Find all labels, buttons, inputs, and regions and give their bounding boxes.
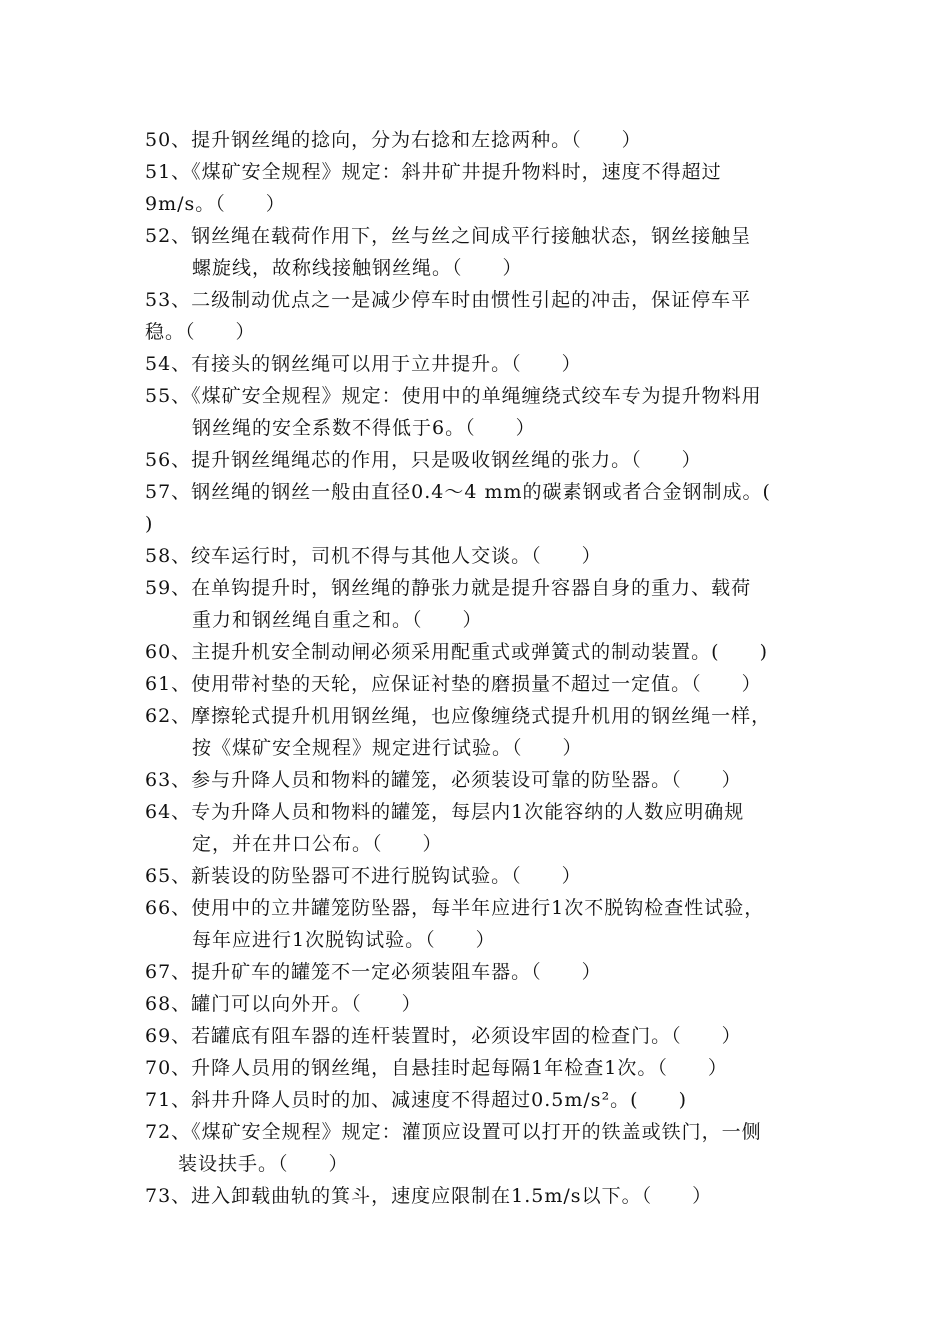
question-item (145, 636, 825, 668)
question-text: 67、提升矿车的罐笼不一定必须装阻车器。（ ） (145, 961, 602, 983)
question-item (145, 1116, 825, 1180)
question-item (145, 764, 825, 796)
question-text-continued: 钢丝绳的安全系数不得低于6。（ ） (192, 417, 536, 439)
question-text: 69、若罐底有阻车器的连杆装置时，必须设牢固的检查门。（ ） (145, 1025, 742, 1047)
question-item (145, 892, 825, 956)
question-text-continued: 稳。（ ） (145, 321, 256, 343)
question-text: 71、斜井升降人员时的加、减速度不得超过0.5m/s²。( ) (145, 1089, 688, 1111)
question-item (145, 476, 825, 540)
question-text: 59、在单钩提升时，钢丝绳的静张力就是提升容器自身的重力、载荷 (145, 577, 752, 599)
question-text: 64、专为升降人员和物料的罐笼，每层内1次能容纳的人数应明确规 (145, 801, 745, 823)
question-item (145, 796, 825, 860)
question-text: 65、新装设的防坠器可不进行脱钩试验。（ ） (145, 865, 582, 887)
question-text-continued: 定，并在井口公布。（ ） (192, 833, 443, 855)
question-text: 54、有接头的钢丝绳可以用于立井提升。（ ） (145, 353, 582, 375)
question-text: 51、《煤矿安全规程》规定：斜井矿井提升物料时，速度不得超过 (145, 161, 722, 183)
question-text-continued: 9m/s。（ ） (145, 193, 286, 215)
question-text: 50、提升钢丝绳的捻向，分为右捻和左捻两种。（ ） (145, 129, 642, 151)
question-item (145, 1020, 825, 1052)
question-item (145, 348, 825, 380)
question-text-continued: 螺旋线，故称线接触钢丝绳。（ ） (192, 257, 523, 279)
question-item (145, 1052, 825, 1084)
question-text: 73、进入卸载曲轨的箕斗，速度应限制在1.5m/s以下。（ ） (145, 1185, 713, 1207)
question-text: 52、钢丝绳在载荷作用下，丝与丝之间成平行接触状态，钢丝接触呈 (145, 225, 752, 247)
question-text: 56、提升钢丝绳绳芯的作用，只是吸收钢丝绳的张力。（ ） (145, 449, 702, 471)
question-text: 61、使用带衬垫的天轮，应保证衬垫的磨损量不超过一定值。（ ） (145, 673, 762, 695)
question-item (145, 1084, 825, 1116)
question-item (145, 444, 825, 476)
question-item (145, 956, 825, 988)
question-text-continued: 重力和钢丝绳自重之和。（ ） (192, 609, 483, 631)
question-text: 66、使用中的立井罐笼防坠器，每半年应进行1次不脱钩检查性试验， (145, 897, 765, 919)
question-item (145, 668, 825, 700)
question-item (145, 988, 825, 1020)
question-text: 57、钢丝绳的钢丝一般由直径0.4～4 mm的碳素钢或者合金钢制成。( (145, 481, 771, 503)
question-text-continued: 每年应进行1次脱钩试验。（ ） (192, 929, 496, 951)
question-text: 72、《煤矿安全规程》规定：灌顶应设置可以打开的铁盖或铁门，一侧 (145, 1121, 762, 1143)
question-text-continued: 按《煤矿安全规程》规定进行试验。（ ） (192, 737, 583, 759)
question-list (145, 124, 825, 1212)
question-item (145, 1180, 825, 1212)
question-item (145, 124, 825, 156)
question-item (145, 284, 825, 348)
question-text: 68、罐门可以向外开。（ ） (145, 993, 422, 1015)
question-text-continued: 装设扶手。（ ） (178, 1153, 349, 1175)
question-item (145, 220, 825, 284)
question-item (145, 860, 825, 892)
question-text: 60、主提升机安全制动闸必须采用配重式或弹簧式的制动装置。( ) (145, 641, 769, 663)
question-item (145, 156, 825, 220)
question-text: 63、参与升降人员和物料的罐笼，必须装设可靠的防坠器。（ ） (145, 769, 742, 791)
question-text-continued: ) (145, 513, 154, 535)
question-text: 55、《煤矿安全规程》规定：使用中的单绳缠绕式绞车专为提升物料用 (145, 385, 762, 407)
question-text: 62、摩擦轮式提升机用钢丝绳，也应像缠绕式提升机用的钢丝绳一样， (145, 705, 772, 727)
question-text: 70、升降人员用的钢丝绳，自悬挂时起每隔1年检查1次。（ ） (145, 1057, 728, 1079)
question-item (145, 700, 825, 764)
question-text: 53、二级制动优点之一是减少停车时由惯性引起的冲击，保证停车平 (145, 289, 752, 311)
question-item (145, 540, 825, 572)
question-item (145, 572, 825, 636)
question-text: 58、绞车运行时，司机不得与其他人交谈。（ ） (145, 545, 602, 567)
question-item (145, 380, 825, 444)
